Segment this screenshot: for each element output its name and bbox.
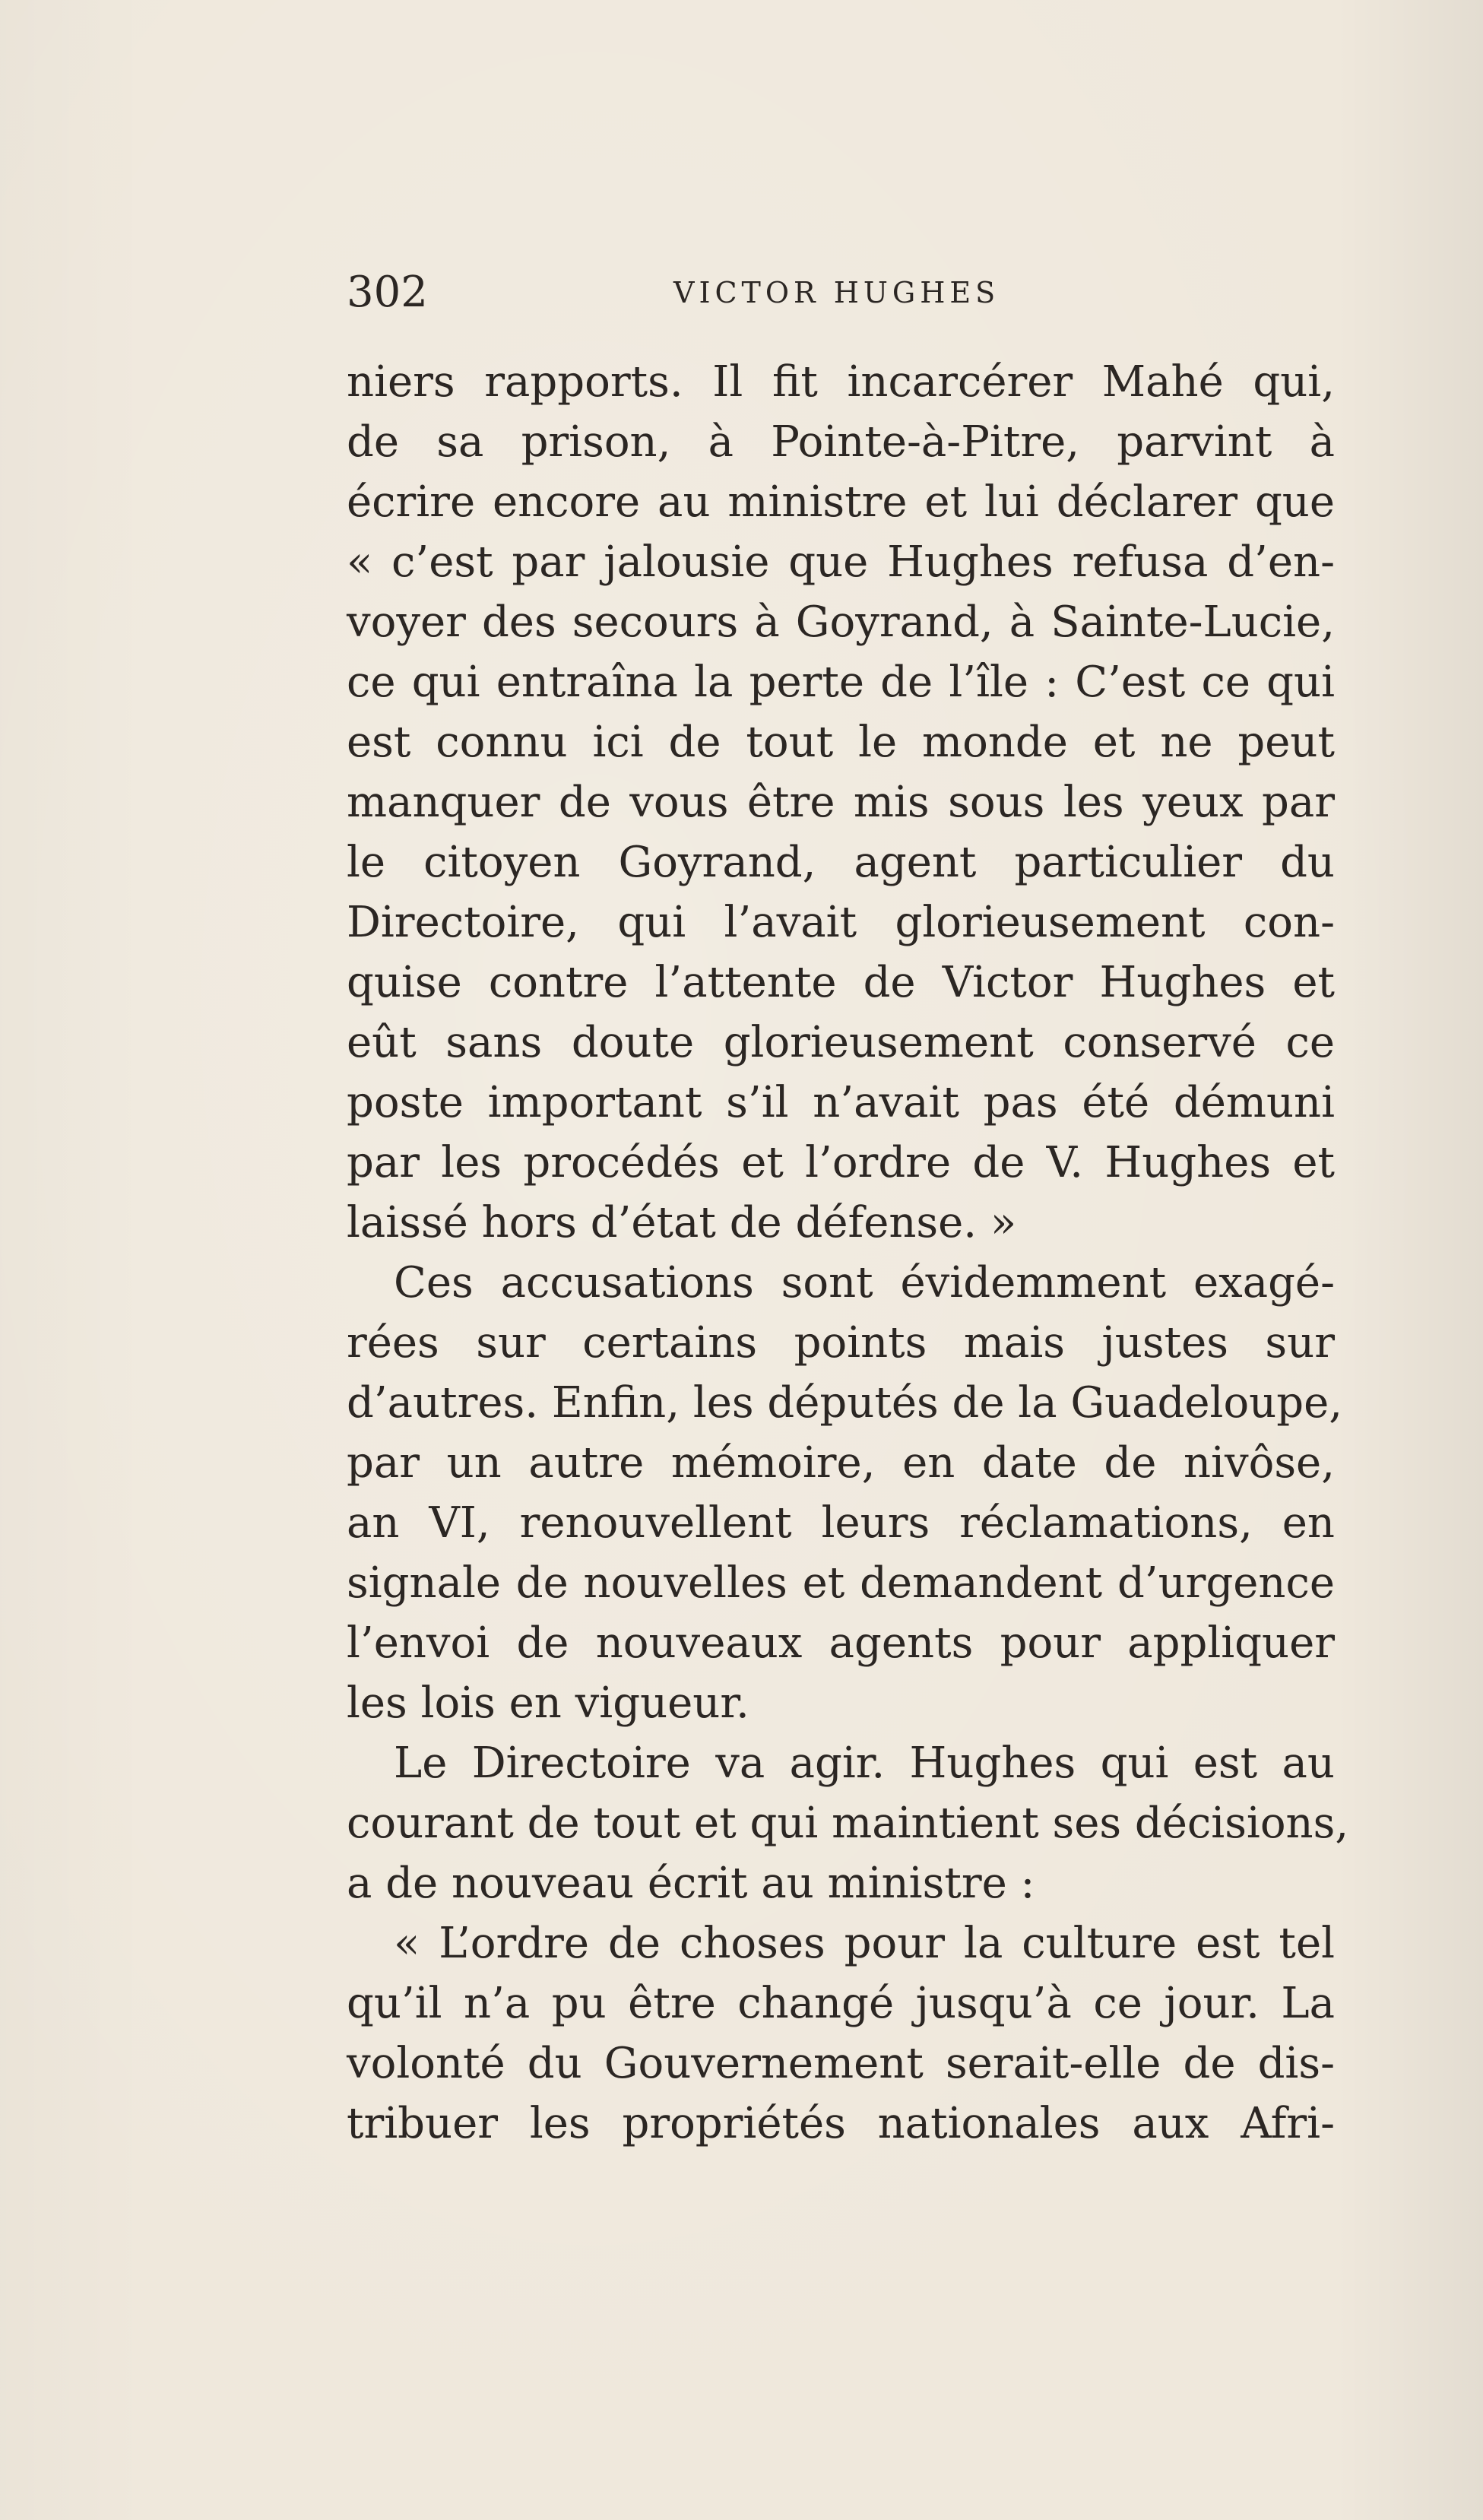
text-line: poste important s’il n’avait pas été démuni bbox=[347, 1078, 1335, 1127]
text-line: a de nouveau écrit au ministre : bbox=[347, 1859, 1035, 1908]
text-line: voyer des secours à Goyrand, à Sainte-Lucie, bbox=[347, 598, 1335, 647]
text-line: par les procédés et l’ordre de V. Hughes et bbox=[347, 1138, 1335, 1187]
paragraph-first-line: « L’ordre de choses pour la culture est tel bbox=[394, 1919, 1335, 1968]
paragraph-first-line: Le Directoire va agir. Hughes qui est au bbox=[394, 1739, 1335, 1788]
page-number: 302 bbox=[347, 268, 428, 317]
text-line: Directoire, qui l’avait glorieusement con- bbox=[347, 898, 1335, 947]
text-line: rées sur certains points mais justes sur bbox=[347, 1318, 1335, 1368]
text-line: volonté du Gouvernement serait-elle de dis- bbox=[347, 2039, 1335, 2088]
text-line: d’autres. Enfin, les députés de la Guadeloupe, bbox=[347, 1378, 1343, 1428]
paragraph-first-line: Ces accusations sont évidemment exagé- bbox=[394, 1258, 1335, 1308]
text-line: le citoyen Goyrand, agent particulier du bbox=[347, 838, 1335, 887]
text-line: laissé hors d’état de défense. » bbox=[347, 1198, 1017, 1247]
text-line: écrire encore au ministre et lui déclarer que bbox=[347, 477, 1335, 527]
text-line: quise contre l’attente de Victor Hughes et bbox=[347, 958, 1335, 1007]
text-line: an VI, renouvellent leurs réclamations, en bbox=[347, 1498, 1335, 1548]
text-line: ce qui entraîna la perte de l’île : C’est ce qui bbox=[347, 658, 1335, 707]
text-line: niers rapports. Il fit incarcérer Mahé qui, bbox=[347, 357, 1335, 407]
text-line: manquer de vous être mis sous les yeux par bbox=[347, 778, 1335, 827]
text-line: est connu ici de tout le monde et ne peut bbox=[347, 718, 1335, 767]
text-line: qu’il n’a pu être changé jusqu’à ce jour. La bbox=[347, 1979, 1335, 2028]
text-line: les lois en vigueur. bbox=[347, 1678, 749, 1728]
text-line: l’envoi de nouveaux agents pour appliquer bbox=[347, 1618, 1335, 1668]
text-line: de sa prison, à Pointe-à-Pitre, parvint à bbox=[347, 417, 1335, 467]
body-text bbox=[347, 352, 1349, 2154]
text-line: signale de nouvelles et demandent d’urgence bbox=[347, 1558, 1335, 1608]
running-title: VICTOR HUGHES bbox=[673, 276, 1000, 309]
text-line: courant de tout et qui maintient ses décisions, bbox=[347, 1799, 1349, 1848]
text-line: « c’est par jalousie que Hughes refusa d’en- bbox=[347, 537, 1335, 587]
text-line: eût sans doute glorieusement conservé ce bbox=[347, 1018, 1335, 1067]
text-line: tribuer les propriétés nationales aux Afri- bbox=[347, 2099, 1335, 2148]
text-line: par un autre mémoire, en date de nivôse, bbox=[347, 1438, 1335, 1488]
running-head bbox=[347, 262, 1335, 323]
